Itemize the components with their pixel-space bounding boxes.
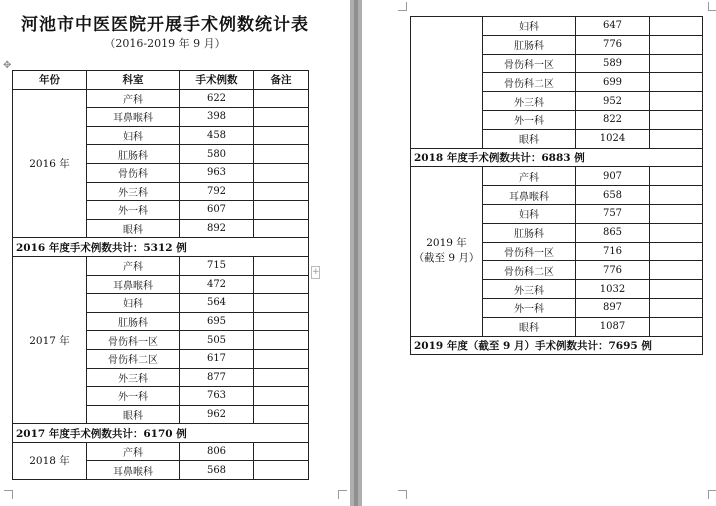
count-cell: 1087 (576, 317, 650, 336)
dept-cell: 肛肠科 (87, 145, 180, 164)
total-2019: 2019 年度（截至 9 月）手术例数共计：7695 例 (411, 336, 703, 355)
note-cell (650, 17, 703, 36)
count-cell: 877 (180, 368, 254, 387)
note-cell (650, 298, 703, 317)
note-cell (254, 294, 309, 313)
count-cell: 892 (180, 219, 254, 238)
count-cell: 472 (180, 275, 254, 294)
dept-cell: 外一科 (87, 387, 180, 406)
count-cell: 792 (180, 182, 254, 201)
year-cell-2017: 2017 年 (13, 256, 87, 423)
note-cell (650, 204, 703, 223)
count-cell: 715 (180, 256, 254, 275)
year-2019-label: 2019 年 (426, 237, 467, 250)
count-cell: 897 (576, 298, 650, 317)
dept-cell: 外一科 (87, 201, 180, 220)
dept-cell: 骨伤科一区 (483, 242, 576, 261)
note-cell (254, 349, 309, 368)
surgery-table-page-2 (410, 16, 703, 355)
dept-cell: 眼科 (483, 129, 576, 148)
table-row (13, 442, 309, 461)
note-cell (650, 167, 703, 186)
note-cell (650, 73, 703, 92)
dept-cell: 外三科 (87, 182, 180, 201)
count-cell: 607 (180, 201, 254, 220)
dept-cell: 骨伤科一区 (483, 54, 576, 73)
table-header-row (13, 71, 309, 90)
note-cell (650, 92, 703, 111)
dept-cell: 外一科 (483, 110, 576, 129)
dept-cell: 耳鼻喉科 (483, 186, 576, 205)
year-cell-2019 (411, 167, 483, 336)
note-cell (254, 145, 309, 164)
dept-cell: 骨伤科二区 (483, 73, 576, 92)
note-cell (254, 126, 309, 145)
header-note: 备注 (254, 71, 309, 90)
count-cell: 458 (180, 126, 254, 145)
header-dept: 科室 (87, 71, 180, 90)
dept-cell: 妇科 (483, 204, 576, 223)
dept-cell: 外三科 (87, 368, 180, 387)
count-cell: 695 (180, 312, 254, 331)
add-column-icon[interactable]: + (312, 267, 320, 277)
count-cell: 699 (576, 73, 650, 92)
table-row (13, 89, 309, 108)
year-cell-2018-cont (411, 17, 483, 149)
count-cell: 952 (576, 92, 650, 111)
count-cell: 617 (180, 349, 254, 368)
total-row-2019 (411, 336, 703, 355)
total-row-2016 (13, 238, 309, 257)
dept-cell: 产科 (483, 167, 576, 186)
note-cell (254, 461, 309, 480)
dept-cell: 眼科 (87, 405, 180, 424)
count-cell: 757 (576, 204, 650, 223)
note-cell (650, 261, 703, 280)
note-cell (650, 280, 703, 299)
dept-cell: 妇科 (87, 126, 180, 145)
note-cell (254, 163, 309, 182)
note-cell (650, 223, 703, 242)
note-cell (254, 108, 309, 127)
note-cell (650, 110, 703, 129)
count-cell: 907 (576, 167, 650, 186)
note-cell (254, 89, 309, 108)
note-cell (254, 405, 309, 424)
document-title: 河池市中医医院开展手术例数统计表 (21, 15, 309, 35)
count-cell: 505 (180, 331, 254, 350)
table-row (411, 17, 703, 36)
count-cell: 580 (180, 145, 254, 164)
year-2019-note: （截至 9 月） (413, 252, 480, 265)
dept-cell: 眼科 (87, 219, 180, 238)
note-cell (650, 186, 703, 205)
note-cell (254, 201, 309, 220)
note-cell (650, 317, 703, 336)
dept-cell: 肛肠科 (483, 35, 576, 54)
year-cell-2018: 2018 年 (13, 442, 87, 479)
page-gutter-divider (354, 0, 358, 506)
count-cell: 589 (576, 54, 650, 73)
count-cell: 658 (576, 186, 650, 205)
crop-mark-icon (338, 490, 347, 499)
header-count: 手术例数 (180, 71, 254, 90)
count-cell: 1024 (576, 129, 650, 148)
document-subtitle: （2016-2019 年 9 月） (104, 37, 226, 50)
dept-cell: 骨伤科 (87, 163, 180, 182)
dept-cell: 妇科 (87, 294, 180, 313)
dept-cell: 外三科 (483, 280, 576, 299)
total-row-2018 (411, 148, 703, 167)
note-cell (254, 182, 309, 201)
count-cell: 806 (180, 442, 254, 461)
header-year: 年份 (13, 71, 87, 90)
total-2018: 2018 年度手术例数共计：6883 例 (411, 148, 703, 167)
dept-cell: 肛肠科 (87, 312, 180, 331)
note-cell (254, 256, 309, 275)
count-cell: 622 (180, 89, 254, 108)
dept-cell: 耳鼻喉科 (87, 108, 180, 127)
count-cell: 763 (180, 387, 254, 406)
count-cell: 963 (180, 163, 254, 182)
dept-cell: 外一科 (483, 298, 576, 317)
dept-cell: 产科 (87, 256, 180, 275)
count-cell: 398 (180, 108, 254, 127)
dept-cell: 肛肠科 (483, 223, 576, 242)
count-cell: 962 (180, 405, 254, 424)
count-cell: 822 (576, 110, 650, 129)
table-row (411, 167, 703, 186)
dept-cell: 耳鼻喉科 (87, 461, 180, 480)
document-page-1 (0, 0, 350, 506)
dept-cell: 眼科 (483, 317, 576, 336)
dept-cell: 外三科 (483, 92, 576, 111)
total-2017: 2017 年度手术例数共计：6170 例 (13, 424, 309, 443)
note-cell (254, 442, 309, 461)
dept-cell: 骨伤科二区 (483, 261, 576, 280)
crop-mark-icon (4, 490, 13, 499)
total-2016: 2016 年度手术例数共计：5312 例 (13, 238, 309, 257)
table-move-handle-icon[interactable]: ✥ (3, 60, 12, 71)
crop-mark-icon (398, 2, 407, 11)
note-cell (254, 387, 309, 406)
table-row (13, 256, 309, 275)
crop-mark-icon (398, 490, 407, 499)
dept-cell: 骨伤科一区 (87, 331, 180, 350)
dept-cell: 妇科 (483, 17, 576, 36)
count-cell: 1032 (576, 280, 650, 299)
note-cell (254, 219, 309, 238)
count-cell: 776 (576, 35, 650, 54)
note-cell (650, 54, 703, 73)
dept-cell: 耳鼻喉科 (87, 275, 180, 294)
surgery-table-page-1 (12, 70, 309, 480)
note-cell (254, 331, 309, 350)
crop-mark-icon (708, 2, 716, 11)
count-cell: 865 (576, 223, 650, 242)
year-cell-2016: 2016 年 (13, 89, 87, 238)
note-cell (254, 312, 309, 331)
note-cell (650, 129, 703, 148)
total-row-2017 (13, 424, 309, 443)
dept-cell: 骨伤科二区 (87, 349, 180, 368)
count-cell: 776 (576, 261, 650, 280)
count-cell: 564 (180, 294, 254, 313)
note-cell (254, 275, 309, 294)
count-cell: 647 (576, 17, 650, 36)
note-cell (650, 35, 703, 54)
crop-mark-icon (708, 490, 716, 499)
dept-cell: 产科 (87, 89, 180, 108)
count-cell: 568 (180, 461, 254, 480)
count-cell: 716 (576, 242, 650, 261)
note-cell (254, 368, 309, 387)
note-cell (650, 242, 703, 261)
dept-cell: 产科 (87, 442, 180, 461)
